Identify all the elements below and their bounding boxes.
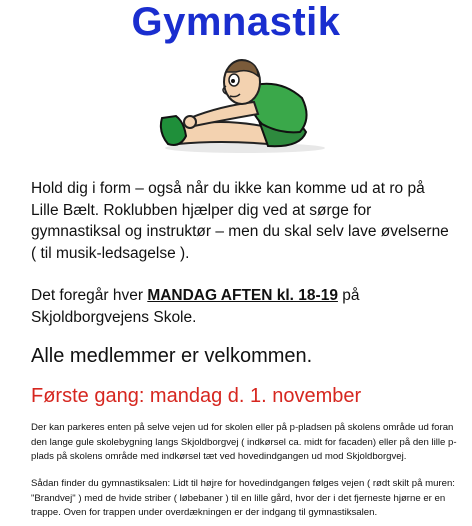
schedule-after: på Skjoldborgvejens Skole.	[31, 287, 360, 326]
directions-paragraph: Sådan finder du gymnastiksalen: Lidt til højre for hovedindgangen følges vejen ( rødt skilt på muren: "Brandvej" ) med de hvide striber ( løbebaner ) til en lille gård, hvor der i det fjerneste hjørne er en trappe. Oven for trappen under overdækningen er der indgang til gymnastiksalen.	[31, 478, 455, 518]
schedule-time: MANDAG AFTEN kl. 18-19	[147, 287, 338, 304]
parking-paragraph: Der kan parkeres enten på selve vejen ud for skolen eller på p-pladsen på skolens område ud foran den lange gule skolebygning langs Skjoldborgvej ( indkørsel ca. midt for facaden) eller på den lille p-plads på skolens område med indkørsel tæt ved hovedindgangen ud mod Skjoldborgvej.	[31, 422, 457, 462]
page-title: Gymnastik	[131, 0, 341, 44]
welcome-heading: Alle medlemmer er velkommen.	[31, 345, 313, 367]
intro-paragraph: Hold dig i form – også når du ikke kan komme ud at ro på Lille Bælt. Roklubben hjælper dig ved at sørge for gymnastiksal og instruktør – men du skal selv lave øvelserne ( til musik-ledsagelse ).	[31, 180, 449, 262]
first-time-heading: Første gang: mandag d. 1. november	[31, 385, 362, 407]
schedule-before: Det foregår hver	[31, 287, 148, 304]
schedule-paragraph	[31, 285, 451, 329]
stretching-man-illustration	[150, 48, 340, 158]
